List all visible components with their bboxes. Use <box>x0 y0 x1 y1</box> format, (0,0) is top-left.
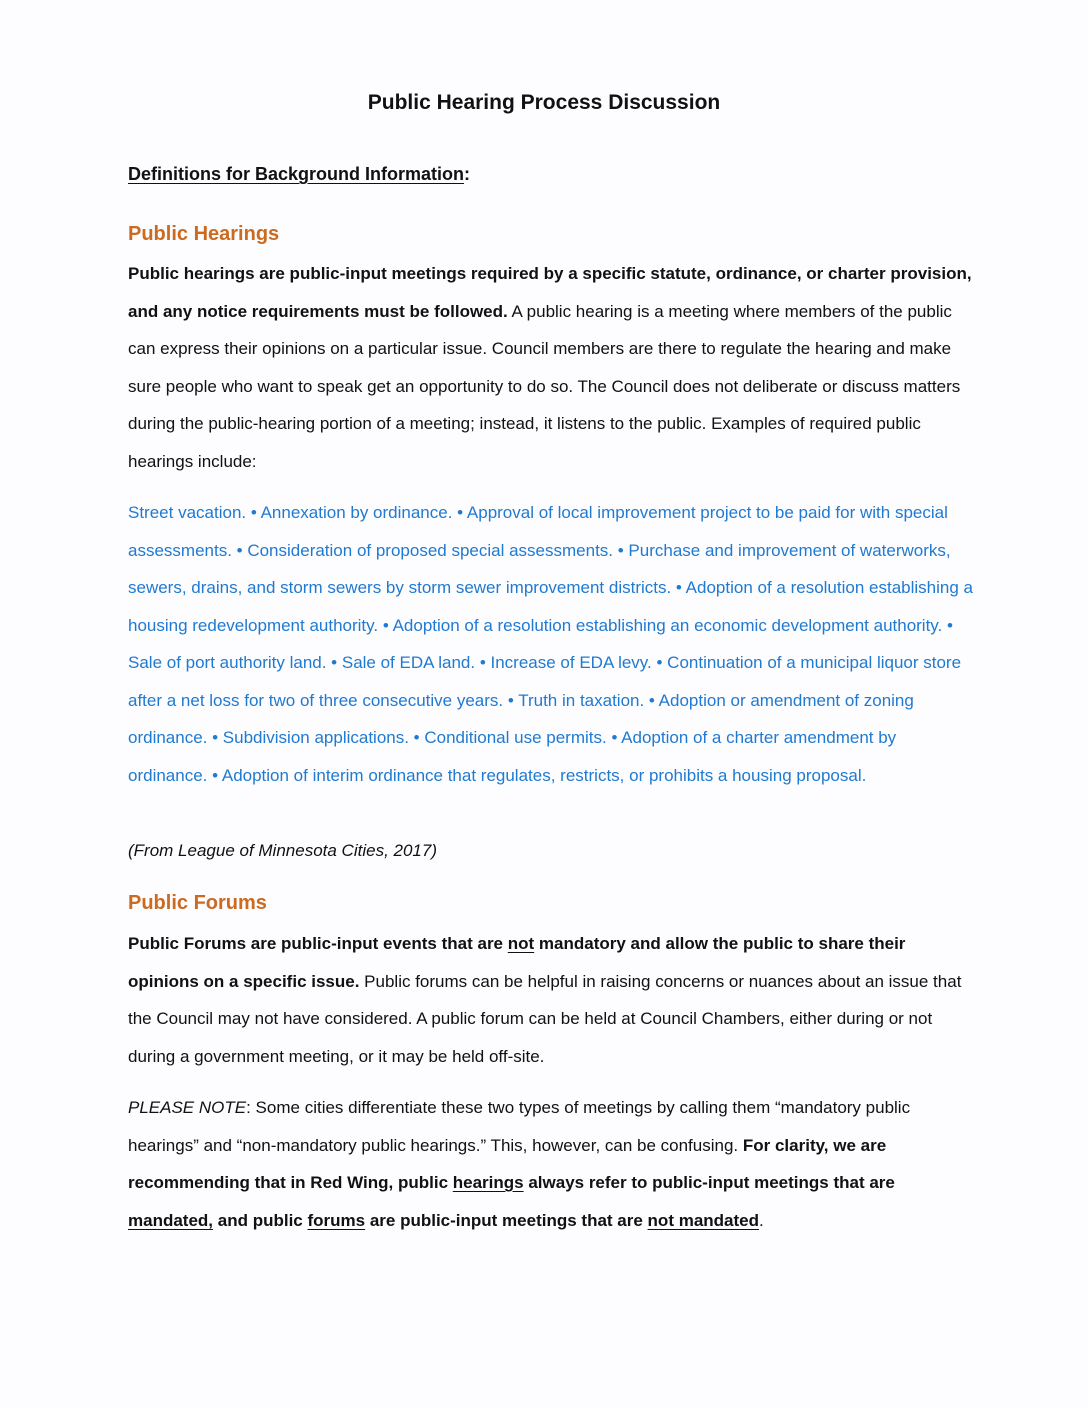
note-bold-1: For clarity, we are recommending that in Red Wing, public <box>128 1135 887 1192</box>
note-bold-3: and public <box>213 1210 308 1230</box>
public-forums-heading: Public Forums <box>128 892 267 914</box>
public-hearings-paragraph <box>128 255 973 480</box>
please-note-label: PLEASE NOTE <box>128 1098 247 1117</box>
public-forums-lead-not: not <box>507 934 535 953</box>
note-bold-4: are public-input meetings that are <box>365 1210 648 1230</box>
note-underline-mandated: mandated, <box>128 1210 214 1230</box>
please-note-text: : Some cities differentiate these two types of meetings by calling them “mandatory public hearings” and “non-mandatory public hearings.” This, however, can be confusing. <box>128 1098 911 1155</box>
note-end: . <box>759 1210 764 1230</box>
note-underline-forums: forums <box>307 1210 366 1230</box>
definitions-colon: : <box>464 164 470 184</box>
citation: (From League of Minnesota Cities, 2017) <box>128 841 437 860</box>
page-title: Public Hearing Process Discussion <box>367 91 721 114</box>
definitions-heading-text: Definitions for Background Information <box>128 164 464 184</box>
public-hearings-heading: Public Hearings <box>128 223 280 245</box>
public-forums-body: Public forums can be helpful in raising concerns or nuances about an issue that the Council may not have considered. A public forum can be held at Council Chambers, either during or not during a government meeting, or it may be held off-site. <box>128 971 962 1066</box>
note-underline-hearings: hearings <box>452 1173 524 1192</box>
please-note-paragraph <box>128 1089 973 1239</box>
public-forums-paragraph <box>128 925 973 1075</box>
note-underline-not-mandated: not mandated <box>647 1210 759 1230</box>
public-hearings-lead: Public hearings are public-input meetings required by a specific statute, ordinance, or charter provision, and any notice requirements must be followed. <box>128 264 972 321</box>
note-bold-2: always refer to public-input meetings that are <box>523 1173 895 1192</box>
public-forums-lead-2: mandatory and allow the public to share their opinions on a specific issue. <box>128 934 906 991</box>
public-forums-lead-1: Public Forums are public-input events that are <box>128 934 508 953</box>
required-hearings-examples: Street vacation. • Annexation by ordinance. • Approval of local improvement project to be paid for with special assessments. • Consideration of proposed special assessments. • Purchase and improvement of waterworks, sewers, drains, and storm sewers by storm sewer improvement districts. • Adoption of a resolution establishing a housing redevelopment authority. • Adoption of a resolution establishing an economic development authority. • Sale of port authority land. • Sale of EDA land. • Increase of EDA levy. • Continuation of a municipal liquor store after a net loss for two of three consecutive years. • Truth in taxation. • Adoption or amendment of zoning ordinance. • Subdivision applications. • Conditional use permits. • Adoption of a charter amendment by ordinance. • Adoption of interim ordinance that regulates, restricts, or prohibits a housing proposal. <box>128 503 973 785</box>
definitions-heading <box>128 160 470 188</box>
public-hearings-body: A public hearing is a meeting where members of the public can express their opinions on a particular issue. Council members are there to regulate the hearing and make sure people who want to speak get an opportunity to do so. The Council does not deliberate or discuss matters during the public-hearing portion of a meeting; instead, it listens to the public. Examples of required public hearings include: <box>128 301 961 471</box>
